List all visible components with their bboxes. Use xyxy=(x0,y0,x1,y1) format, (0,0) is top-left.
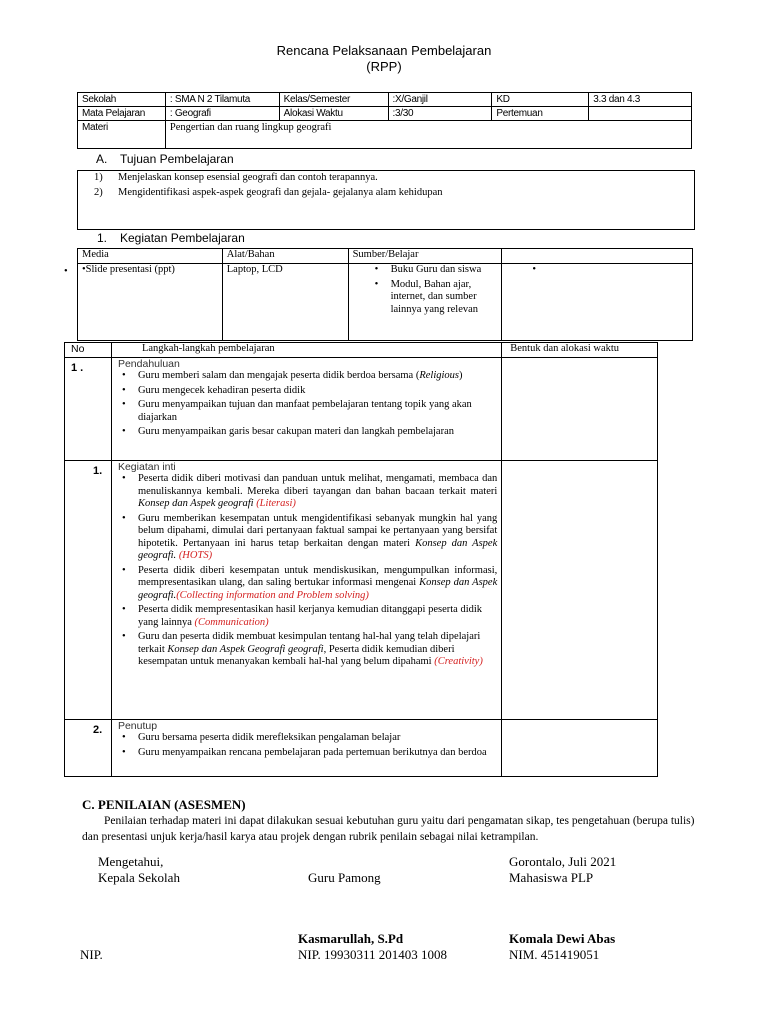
sekolah-label: Sekolah xyxy=(78,93,166,107)
step-item: • Peserta didik diberi motivasi dan panduan untuk melihat, mengamati, membaca dan menuliskannya kembali. Mereka diberi tayangan dan bahan bacaan terkait materi Konsep dan Aspek geografi (Literasi) xyxy=(116,473,497,511)
inti-label: Kegiatan inti xyxy=(117,461,176,473)
sumber-header: Sumber/Belajar xyxy=(348,249,502,264)
inti-no: 1. xyxy=(65,461,112,720)
alokasi-label: Alokasi Waktu xyxy=(279,107,388,121)
kelas-label: Kelas/Semester xyxy=(279,93,388,107)
kd-value: 3.3 dan 4.3 xyxy=(589,93,692,107)
materi-value: Pengertian dan ruang lingkup geografi xyxy=(165,121,691,149)
sumber-list xyxy=(348,264,502,341)
materi-label: Materi xyxy=(78,121,166,149)
step-item: • Peserta didik diberi kesempatan untuk mendiskusikan, mengumpulkan informasi, mempresentasikan ulang, dan saling bertukar informasi mengenai Konsep dan Aspek geografi.(Collecting information and Problem solving) xyxy=(116,565,497,603)
section-1-num: 1. xyxy=(97,231,108,245)
langkah-header: Langkah-langkah pembelajaran xyxy=(111,343,501,358)
no-header: No xyxy=(65,343,112,358)
sumber-item: • Modul, Bahan ajar, internet, dan sumber lainnya yang relevan xyxy=(369,279,498,317)
penutup-cell xyxy=(111,720,501,777)
guru-pamong: Guru Pamong xyxy=(308,870,381,885)
sekolah-value: : SMA N 2 Tilamuta xyxy=(165,93,279,107)
inti-cell xyxy=(111,461,501,720)
empty-bullet: • xyxy=(532,264,537,275)
section-c-paragraph: Penilaian terhadap materi ini dapat dilakukan sesuai kebutuhan guru yaitu dari pengamatan sikap, tes pengetahuan (berupa tulis) dan presentasi unjuk kerja/hasil karya atau projek dengan rubrik penilain sebagai nilai ketrampilan. xyxy=(82,815,695,843)
alat-header: Alat/Bahan xyxy=(222,249,348,264)
info-table xyxy=(77,92,692,149)
pertemuan-value xyxy=(589,107,692,121)
kepala-sekolah: Kepala Sekolah xyxy=(98,870,180,885)
step-item: • Guru bersama peserta didik merefleksikan pengalaman belajar xyxy=(116,732,501,745)
name-pamong: Kasmarullah, S.Pd xyxy=(298,931,404,946)
nim-mahasiswa: NIM. 451419051 xyxy=(509,947,600,962)
step-item: • Guru menyampaikan rencana pembelajaran pada pertemuan berikutnya dan berdoa xyxy=(116,747,501,760)
document-subtitle: (RPP) xyxy=(366,59,402,74)
kd-label: KD xyxy=(492,93,589,107)
objective-item: 1) Menjelaskan konsep esensial geografi dan contoh terapannya. xyxy=(94,172,378,183)
bentuk-header: Bentuk dan alokasi waktu xyxy=(502,343,658,358)
pendahuluan-cell xyxy=(111,358,501,461)
pendahuluan-no: 1 . xyxy=(65,358,112,461)
media-table xyxy=(77,248,693,341)
step-item: • Guru menyampaikan tujuan dan manfaat pembelajaran tentang topik yang akan diajarkan xyxy=(116,399,501,424)
step-item: • Guru dan peserta didik membuat kesimpulan tentang hal-hal yang telah dipelajari terkait Konsep dan Aspek Geografi geografi, Peserta didik kemudian diberi kesempatan untuk menanyakan kembali hal-hal yang belum dipahami (Creativity) xyxy=(116,631,497,669)
kelas-value: :X/Ganjil xyxy=(388,93,492,107)
section-a-title: Tujuan Pembelajaran xyxy=(120,152,234,166)
document-title: Rencana Pelaksanaan Pembelajaran xyxy=(276,43,492,58)
outside-bullet: • xyxy=(64,266,68,277)
mengetahui: Mengetahui, xyxy=(98,854,164,869)
section-1-title: Kegiatan Pembelajaran xyxy=(120,231,245,245)
step-item: • Guru memberi salam dan mengajak peserta didik berdoa bersama (Religious) xyxy=(116,370,501,383)
alokasi-value: :3/30 xyxy=(388,107,492,121)
place-date: Gorontalo, Juli 2021 xyxy=(509,854,617,869)
pertemuan-label: Pertemuan xyxy=(492,107,589,121)
section-c-title: C. PENILAIAN (ASESMEN) xyxy=(82,797,246,812)
sumber-item: • Buku Guru dan siswa xyxy=(369,264,498,277)
penutup-no: 2. xyxy=(65,720,112,777)
media-value: •Slide presentasi (ppt) xyxy=(78,264,223,341)
steps-table xyxy=(64,342,658,777)
penutup-label: Penutup xyxy=(117,720,158,732)
objective-item: 2) Mengidentifikasi aspek-aspek geografi dan gejala- gejalanya alam kehidupan xyxy=(94,187,443,198)
mapel-value: : Geografi xyxy=(165,107,279,121)
step-item: • Guru menyampaikan garis besar cakupan materi dan langkah pembelajaran xyxy=(116,426,501,439)
media-header: Media xyxy=(78,249,223,264)
alat-value: Laptop, LCD xyxy=(222,264,348,341)
nip-kepala: NIP. xyxy=(80,947,103,962)
name-mahasiswa: Komala Dewi Abas xyxy=(509,931,616,946)
mapel-label: Mata Pelajaran xyxy=(78,107,166,121)
mahasiswa-plp: Mahasiswa PLP xyxy=(509,870,594,885)
step-item: • Peserta didik mempresentasikan hasil kerjanya kemudian ditanggapi peserta didik yang lainnya (Communication) xyxy=(116,604,497,629)
nip-pamong: NIP. 19930311 201403 1008 xyxy=(298,947,448,962)
step-item: • Guru memberikan kesempatan untuk mengidentifikasi sebanyak mungkin hal yang belum dipahami, dimulai dari pertanyaan faktual sampai ke pertanyaan yang bersifat hipotetik. Pertanyaan ini harus tetap berkaitan dengan materi Konsep dan Aspek geografi. (HOTS) xyxy=(116,513,497,563)
section-a-letter: A. xyxy=(96,152,108,166)
objectives-box xyxy=(77,170,695,230)
step-item: • Guru mengecek kehadiran peserta didik xyxy=(116,385,501,398)
pendahuluan-label: Pendahuluan xyxy=(117,358,180,370)
